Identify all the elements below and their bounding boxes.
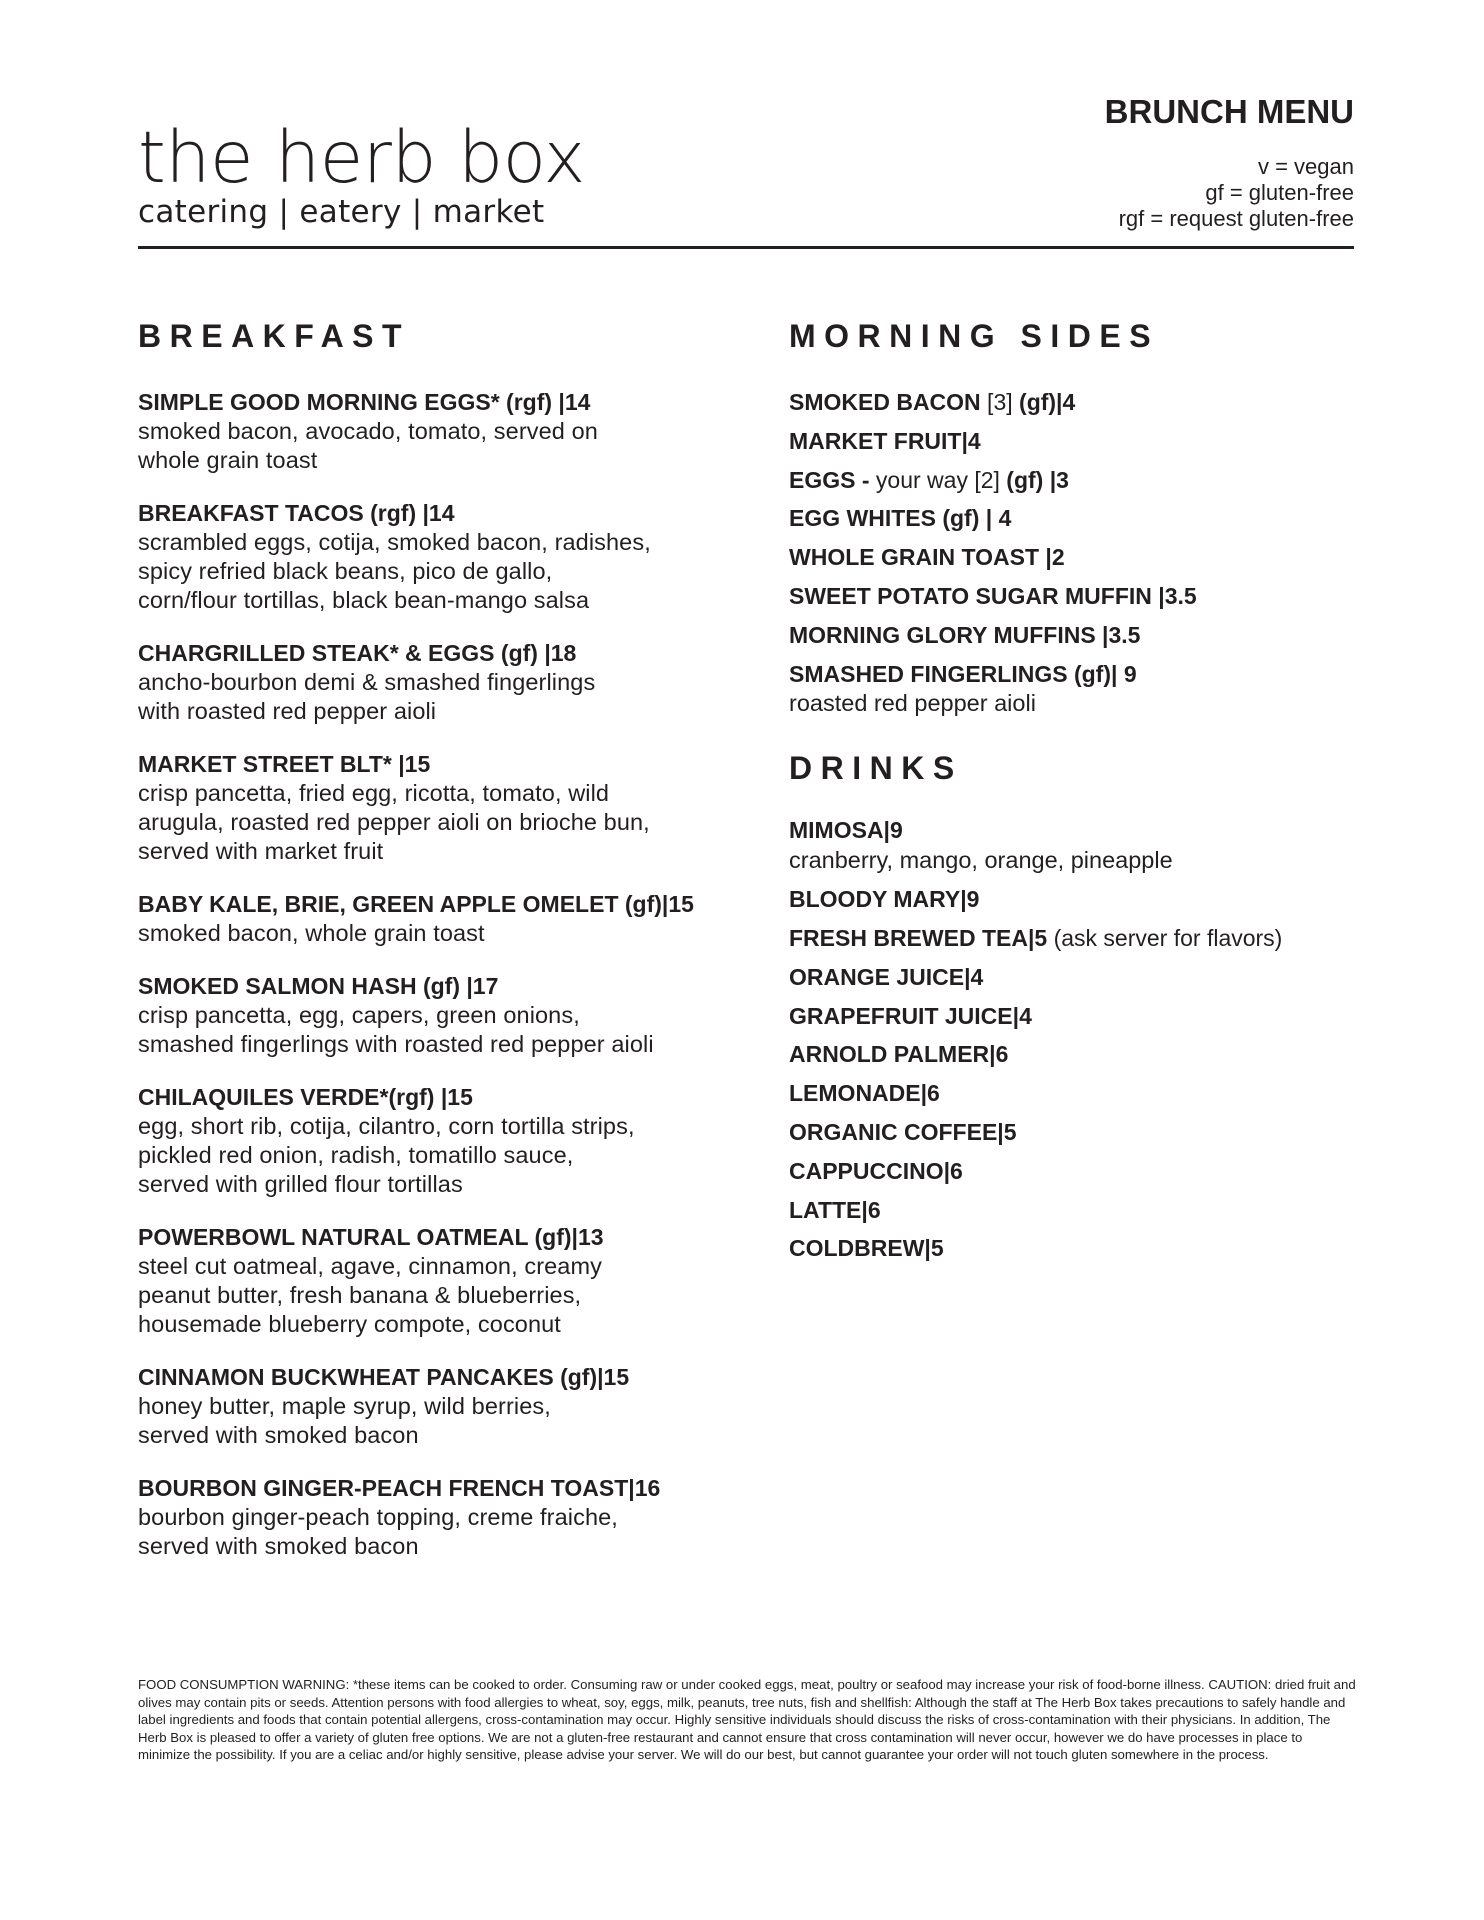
drink-item-name: ARNOLD PALMER|6 [789,1041,1009,1068]
drink-item-name: BLOODY MARY|9 [789,886,980,913]
side-item [789,466,1349,495]
drink-item-name: ORANGE JUICE|4 [789,963,984,990]
side-item [789,621,1349,650]
menu-item-description: crisp pancetta, egg, capers, green onions, [138,1002,580,1028]
section-title-sides: MORNING SIDES [789,318,1160,354]
menu-item-description: served with grilled flour tortillas [138,1171,463,1197]
menu-item-description: honey butter, maple syrup, wild berries, [138,1393,551,1419]
side-item [789,504,1349,533]
drink-item-name: FRESH BREWED TEA|5 [789,924,1048,951]
menu-item-description: crisp pancetta, fried egg, ricotta, tomato, wild [138,780,610,806]
drink-item [789,1118,1349,1147]
menu-item-name: CINNAMON BUCKWHEAT PANCAKES (gf)|15 [138,1364,630,1390]
side-item-name: EGGS - [789,466,876,493]
menu-item-description: with roasted red pepper aioli [138,698,437,724]
menu-item-description: arugula, roasted red pepper aioli on brioche bun, [138,809,650,835]
menu-item [138,1223,778,1339]
drinks-section [789,748,1349,1263]
menu-item [138,1083,778,1199]
menu-item-name: BABY KALE, BRIE, GREEN APPLE OMELET (gf)|15 [138,891,694,917]
food-warning: FOOD CONSUMPTION WARNING: *these items can be cooked to order. Consuming raw or under cooked eggs, meat, poultry or seafood may increase your risk of food-borne illness. CAUTION: dried fruit and olives may contain pits or seeds. Attention persons with food allergies to wheat, soy, eggs, milk, peanuts, tree nuts, fish and shellfish: Although the staff at The Herb Box takes precautions to safely handle and label ingredients and foods that contain potential allergens, cross-contamination may occur. Highly sensitive individuals should discuss the risks of cross-contamination with their physicians. In addition, The Herb Box is pleased to offer a variety of gluten free options. We are not a gluten-free restaurant and cannot ensure that cross contamination will never occur, however we do have processes in place to minimize the possibility. If you are a celiac and/or highly sensitive, please advise your server. We will do our best, but cannot guarantee your order will not touch gluten somewhere in the process. [138,1677,1356,1763]
drink-item-description: cranberry, mango, orange, pineapple [789,847,1173,874]
side-item [789,660,1349,689]
legend-item: v = vegan [1257,154,1354,179]
sides-section [789,316,1349,718]
side-item [789,543,1349,572]
side-item-price: (gf) |3 [1006,466,1069,493]
drink-item [789,924,1349,953]
side-item-name: EGG WHITES (gf) | 4 [789,505,1012,532]
drink-item [789,1002,1349,1031]
drink-item [789,1196,1349,1225]
menu-item-name: SIMPLE GOOD MORNING EGGS* (rgf) |14 [138,389,591,415]
side-item-name: SWEET POTATO SUGAR MUFFIN |3.5 [789,582,1197,609]
menu-item-name: BREAKFAST TACOS (rgf) |14 [138,500,455,526]
drink-item [789,1040,1349,1069]
menu-item [138,1363,778,1450]
drink-item [789,816,1349,845]
drink-item-name: GRAPEFRUIT JUICE|4 [789,1002,1032,1029]
side-item [789,427,1349,456]
right-column [789,316,1349,1273]
diet-legend [854,154,1354,232]
menu-item-name: BOURBON GINGER-PEACH FRENCH TOAST|16 [138,1475,661,1501]
menu-item-description: scrambled eggs, cotija, smoked bacon, radishes, [138,529,651,555]
section-title-breakfast: BREAKFAST [138,318,411,354]
menu-item [138,499,778,615]
side-item-note: your way [2] [875,466,1007,493]
drink-item-name: ORGANIC COFFEE|5 [789,1118,1017,1145]
side-item-name: WHOLE GRAIN TOAST |2 [789,544,1065,571]
brand-logo [138,118,838,230]
menu-item-description: smashed fingerlings with roasted red pepper aioli [138,1031,654,1057]
drink-item [789,885,1349,914]
side-item-description: roasted red pepper aioli [789,690,1036,717]
drink-item-name: COLDBREW|5 [789,1235,944,1262]
menu-item-description: ancho-bourbon demi & smashed fingerlings [138,669,596,695]
drink-item [789,1079,1349,1108]
drink-item-name: LATTE|6 [789,1196,881,1223]
side-item-name: SMASHED FINGERLINGS (gf)| 9 [789,660,1137,687]
menu-item-description: spicy refried black beans, pico de gallo, [138,558,553,584]
drink-item-note: (ask server for flavors) [1047,924,1283,951]
menu-item-description: smoked bacon, whole grain toast [138,920,485,946]
side-item [789,582,1349,611]
header-divider [138,246,1354,249]
drink-item [789,1157,1349,1186]
drink-item [789,1234,1349,1263]
menu-item [138,890,778,948]
menu-item-name: SMOKED SALMON HASH (gf) |17 [138,973,499,999]
menu-item-description: served with market fruit [138,838,384,864]
menu-item-description: smoked bacon, avocado, tomato, served on [138,418,598,444]
menu-title: BRUNCH MENU [1104,93,1354,130]
drink-item-name: LEMONADE|6 [789,1080,940,1107]
drinks-list [789,816,1349,1263]
brand-tagline: catering | eatery | market [138,194,545,230]
menu-item-description: peanut butter, fresh banana & blueberries, [138,1282,582,1308]
side-item [789,388,1349,417]
legend-item: gf = gluten-free [1205,180,1354,205]
menu-item-description: served with smoked bacon [138,1533,419,1559]
menu-item-description: housemade blueberry compote, coconut [138,1311,561,1337]
menu-item-name: MARKET STREET BLT* |15 [138,751,431,777]
section-title-drinks: DRINKS [789,750,963,787]
side-item-name: MARKET FRUIT|4 [789,427,981,454]
drink-item-name: MIMOSA|9 [789,817,903,844]
menu-item-name: POWERBOWL NATURAL OATMEAL (gf)|13 [138,1224,604,1250]
menu-item [138,639,778,726]
menu-item-name: CHARGRILLED STEAK* & EGGS (gf) |18 [138,640,577,666]
menu-item-description: corn/flour tortillas, black bean-mango salsa [138,587,590,613]
menu-item-name: CHILAQUILES VERDE*(rgf) |15 [138,1084,473,1110]
menu-item-description: served with smoked bacon [138,1422,419,1448]
legend-item: rgf = request gluten-free [1118,206,1354,231]
menu-item-description: bourbon ginger-peach topping, creme fraiche, [138,1504,618,1530]
menu-header [854,92,1354,232]
breakfast-section [138,316,778,1585]
sides-list [789,388,1349,718]
menu-item-description: pickled red onion, radish, tomatillo sauce, [138,1142,574,1168]
side-item-name: SMOKED BACON [789,389,981,415]
menu-item [138,972,778,1059]
menu-item-description: egg, short rib, cotija, cilantro, corn tortilla strips, [138,1113,635,1139]
menu-item [138,1474,778,1561]
drink-item-name: CAPPUCCINO|6 [789,1157,963,1184]
menu-item-description: steel cut oatmeal, agave, cinnamon, creamy [138,1253,602,1279]
side-item-note: [3] [980,389,1020,415]
menu-item-description: whole grain toast [138,447,318,473]
drink-item [789,963,1349,992]
side-item-name: MORNING GLORY MUFFINS |3.5 [789,621,1141,648]
side-item-price: (gf)|4 [1019,389,1076,415]
breakfast-list [138,388,778,1561]
brand-title: the herb box [138,116,585,199]
menu-item [138,750,778,866]
menu-item [138,388,778,475]
